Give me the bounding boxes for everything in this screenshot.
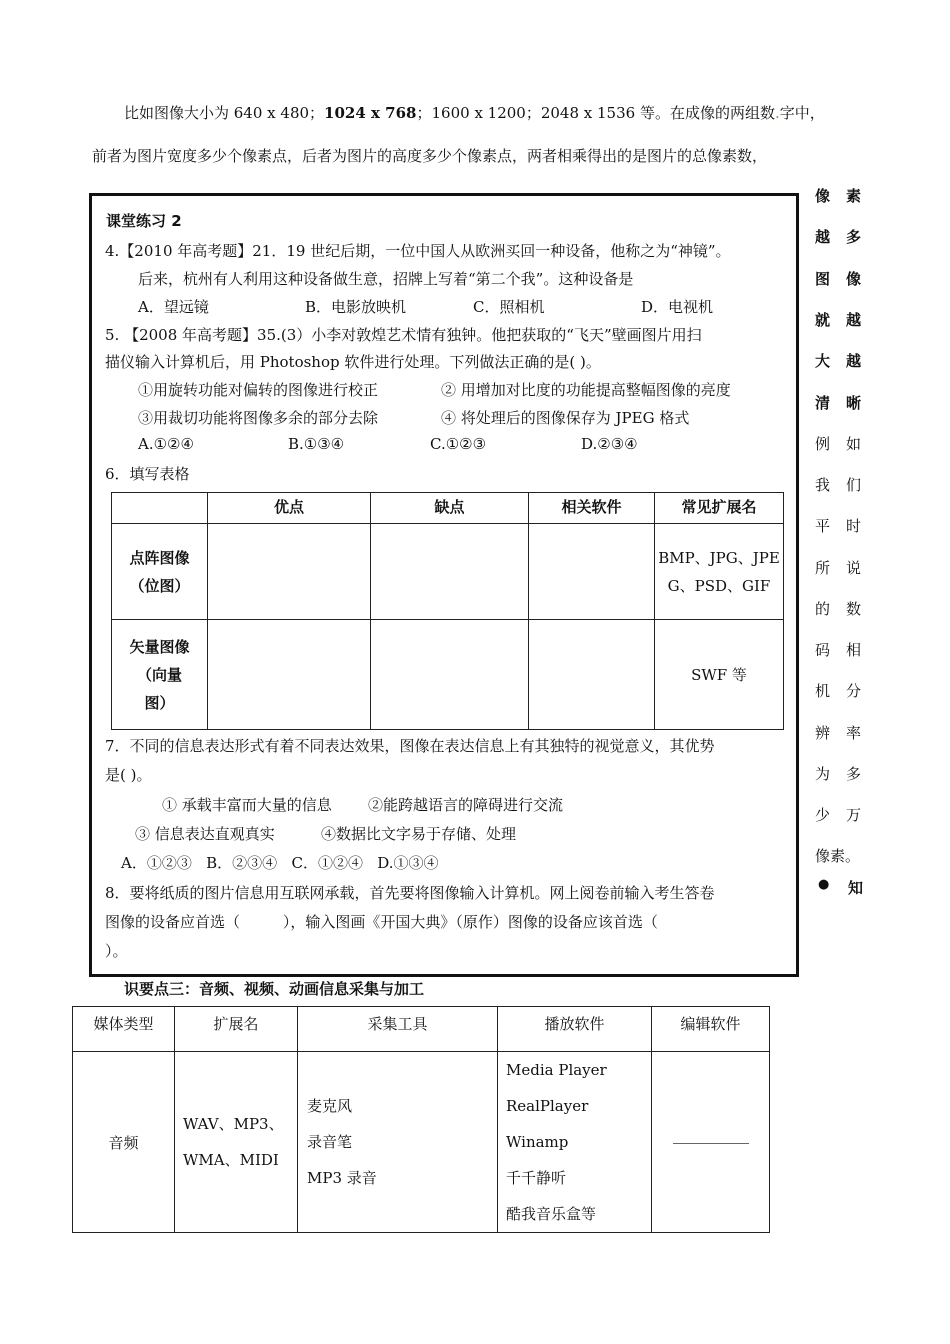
media-header-ext: 扩展名 (175, 1007, 298, 1052)
side-last-line: 像素。 (815, 847, 861, 865)
media-header-editors: 编辑软件 (652, 1007, 770, 1052)
exercise-box (89, 193, 799, 977)
cell-cons-blank[interactable] (371, 620, 529, 730)
row-name-bitmap (112, 524, 208, 620)
q7-line-2: 是( )。 (105, 766, 152, 784)
table-header-pros: 优点 (208, 493, 371, 524)
cell-cons-blank[interactable] (371, 524, 529, 620)
side-line: 的 数 (815, 600, 861, 618)
media-tools-cell (298, 1052, 498, 1233)
q5-line-2: 描仪输入计算机后，用 Photoshop 软件进行处理。下列做法正确的是( )。 (105, 353, 601, 371)
image-types-table (111, 492, 784, 730)
cell-software-blank[interactable] (529, 524, 655, 620)
side-line: 越 多 (815, 228, 861, 246)
table-header-blank (112, 493, 208, 524)
q5-line-1: 5. 【2008 年高考题】35.(3）小李对敦煌艺术情有独钟。他把获取的“飞天”壁画图片用扫 (105, 326, 702, 344)
intro-line-2: 前者为图片宽度多少个像素点，后者为图片的高度多少个像素点，两者相乘得出的是图片的总像素数， (92, 147, 768, 165)
side-line: 所 说 (815, 559, 861, 577)
intro-sep: ； (309, 104, 325, 122)
side-line: 清 晰 (815, 394, 861, 412)
media-editor-cell (652, 1052, 770, 1233)
table-row (73, 1052, 770, 1233)
q7-line-1: 7．不同的信息表达形式有着不同表达效果，图像在表达信息上有其独特的视觉意义，其优势 (105, 737, 715, 755)
media-header-players: 播放软件 (498, 1007, 652, 1052)
q7-item-d: ④数据比文字易于存储、处理 (321, 825, 517, 843)
list-item: 酷我音乐盒等 (506, 1205, 597, 1223)
intro-dot: . (774, 104, 780, 122)
q4-option-b: B．电影放映机 (305, 298, 407, 316)
q7-item-a: ① 承载丰富而大量的信息 (162, 796, 332, 814)
exercise-title: 课堂练习 2 (106, 212, 182, 230)
media-header-row (73, 1007, 770, 1052)
side-line: 机 分 (815, 682, 861, 700)
media-header-type: 媒体类型 (73, 1007, 175, 1052)
row-name-line: 图） (144, 693, 175, 712)
intro-text-c: 字中， (779, 104, 825, 122)
media-table (72, 1006, 770, 1233)
side-line: 平 时 (815, 517, 861, 535)
media-ext-line: WMA、MIDI (183, 1151, 279, 1169)
media-type-audio: 音频 (73, 1052, 175, 1233)
bullet-icon: ● (818, 877, 830, 892)
q4-line-2: 后来，杭州有人利用这种设备做生意，招牌上写着“第二个我”。这种设备是 (138, 270, 634, 288)
intro-text-b: ；1600 x 1200；2048 x 1536 等。在成像的两组数 (416, 104, 775, 122)
q5-option-b: B.①③④ (288, 435, 345, 453)
intro-text-a: 比如图像大小为 640 x 480 (124, 104, 310, 122)
media-players-cell (498, 1052, 652, 1233)
cell-pros-blank[interactable] (208, 620, 371, 730)
row-name-line: 矢量图像 (129, 637, 190, 656)
q7-options: A．①②③ B．②③④ C．①②④ D.①③④ (121, 854, 439, 872)
list-item: MP3 录音 (307, 1169, 377, 1187)
ext-line: BMP、JPG、JPE (658, 548, 780, 567)
cell-extensions (655, 524, 784, 620)
side-line: 像 素 (815, 187, 861, 205)
row-name-line: （向量 (136, 665, 182, 684)
table-header-row (112, 493, 784, 524)
q5-option-c: C.①②③ (430, 435, 487, 453)
cell-extensions (655, 620, 784, 730)
table-header-cons: 缺点 (371, 493, 529, 524)
list-item: RealPlayer (506, 1097, 589, 1115)
q6-title: 6．填写表格 (105, 465, 190, 483)
side-line: 码 相 (815, 641, 861, 659)
q5-item-1: ①用旋转功能对偏转的图像进行校正 (138, 381, 379, 399)
intro-line-1 (124, 102, 825, 123)
q5-item-2: ② 用增加对比度的功能提高整幅图像的亮度 (441, 381, 731, 399)
q7-item-c: ③ 信息表达直观真实 (135, 825, 275, 843)
q4-option-d: D．电视机 (641, 298, 714, 316)
side-line: 为 多 (815, 765, 861, 783)
q4-option-c: C．照相机 (473, 298, 545, 316)
q5-item-3: ③用裁切功能将图像多余的部分去除 (138, 409, 379, 427)
q5-option-a: A.①②④ (138, 435, 194, 453)
q7-item-b: ②能跨越语言的障碍进行交流 (368, 796, 564, 814)
table-header-extensions: 常见扩展名 (655, 493, 784, 524)
cell-software-blank[interactable] (529, 620, 655, 730)
row-name-vector (112, 620, 208, 730)
section3-heading: 识要点三：音频、视频、动画信息采集与加工 (124, 980, 425, 998)
table-header-software: 相关软件 (529, 493, 655, 524)
row-name-line: （位图） (129, 576, 190, 595)
side-line: 图 像 (815, 270, 861, 288)
cell-pros-blank[interactable] (208, 524, 371, 620)
table-row (112, 620, 784, 730)
q8-line-1: 8．要将纸质的图片信息用互联网承载，首先要将图像输入计算机。网上阅卷前输入考生答卷 (105, 884, 715, 902)
list-item: 千千静听 (506, 1169, 567, 1187)
media-header-tools: 采集工具 (298, 1007, 498, 1052)
row-name-line: 点阵图像 (129, 548, 190, 567)
side-line: 例 如 (815, 435, 861, 453)
side-line: 就 越 (815, 311, 861, 329)
blank-line (673, 1143, 749, 1144)
q5-option-d: D.②③④ (581, 435, 638, 453)
side-line: 大 越 (815, 352, 861, 370)
side-line: 我 们 (815, 476, 861, 494)
q4-option-a: A．望远镜 (138, 298, 209, 316)
intro-bold-resolution: 1024 x 768 (324, 104, 417, 122)
q8-line-2: 图像的设备应首选（ ），输入图画《开国大典》（原作）图像的设备应该首选（ (105, 913, 658, 931)
side-line: 少 万 (815, 806, 861, 824)
table-row (112, 524, 784, 620)
q5-item-4: ④ 将处理后的图像保存为 JPEG 格式 (441, 409, 690, 427)
ext-line: SWF 等 (691, 665, 747, 684)
q4-line-1: 4.【2010 年高考题】21．19 世纪后期，一位中国人从欧洲买回一种设备，他称之为“神镜”。 (105, 242, 731, 260)
side-line: 辨 率 (815, 724, 861, 742)
list-item: 录音笔 (307, 1133, 353, 1151)
side-bullet-text: 知 (848, 879, 864, 897)
q8-line-3: ）。 (105, 942, 128, 960)
media-ext-cell (175, 1052, 298, 1233)
list-item: Media Player (506, 1061, 607, 1079)
list-item: Winamp (506, 1133, 569, 1151)
ext-line: G、PSD、GIF (667, 576, 771, 595)
list-item: 麦克风 (307, 1097, 353, 1115)
media-ext-line: WAV、MP3、 (183, 1115, 284, 1133)
